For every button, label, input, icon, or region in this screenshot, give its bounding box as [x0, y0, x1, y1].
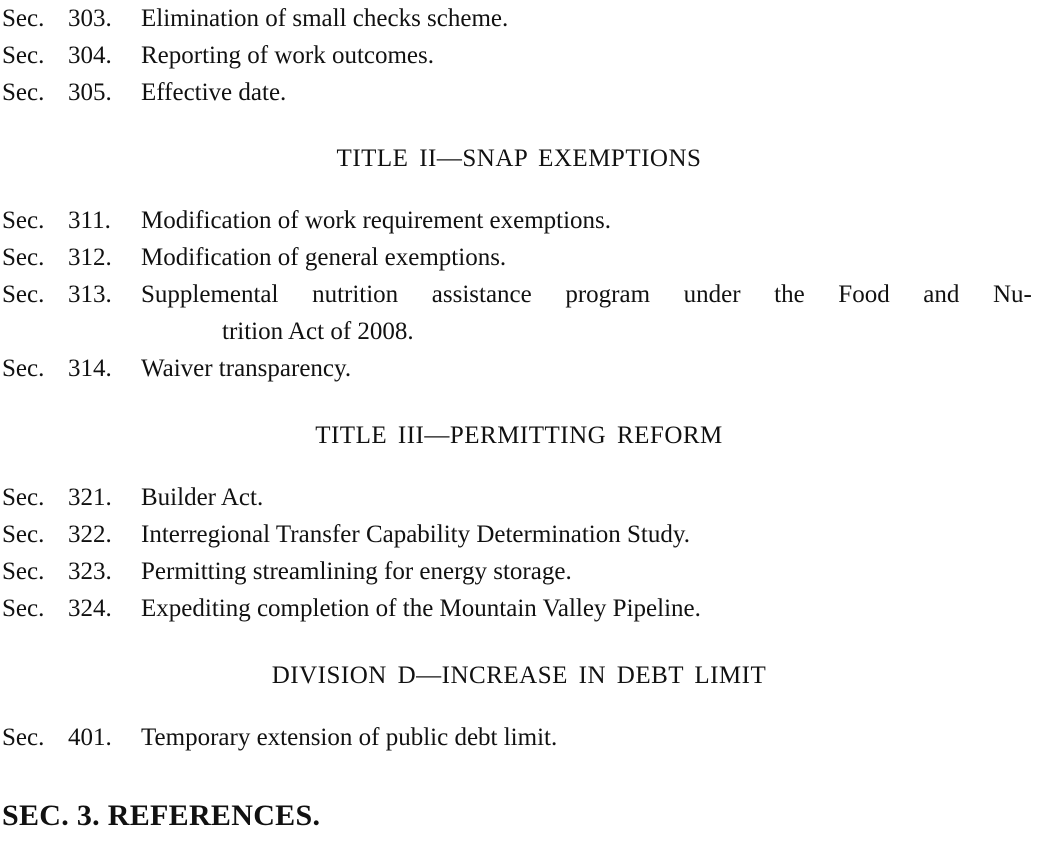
title-word: and — [923, 281, 960, 308]
sec-title: Modification of work requirement exemptions. — [141, 207, 612, 234]
sec-title: Modification of general exemptions. — [141, 244, 507, 271]
sec-title: Expediting completion of the Mountain Valley Pipeline. — [141, 595, 701, 622]
sec-title: Temporary extension of public debt limit. — [141, 724, 558, 751]
sec-title: Effective date. — [141, 79, 287, 106]
sec-label: Sec. — [2, 355, 45, 382]
sec-number: 321. — [68, 484, 112, 511]
sec-label: Sec. — [2, 207, 45, 234]
sec-number: 322. — [68, 521, 112, 548]
title-word: Nu- — [993, 281, 1032, 308]
sec-label: Sec. — [2, 5, 45, 32]
sec-number: 304. — [68, 42, 112, 69]
title-word: under — [683, 281, 741, 308]
sec-title: Elimination of small checks scheme. — [141, 5, 509, 32]
sec-number: 305. — [68, 79, 112, 106]
sec-label: Sec. — [2, 42, 45, 69]
sec-number: 303. — [68, 5, 112, 32]
sec-title-justified — [141, 276, 1032, 313]
sec-label: Sec. — [2, 484, 45, 511]
sec-title: Waiver transparency. — [141, 355, 352, 382]
title-heading-permitting-reform: TITLE III—PERMITTING REFORM — [315, 422, 723, 449]
sec-title: Builder Act. — [141, 484, 264, 511]
sec-number: 314. — [68, 355, 112, 382]
sec-label: Sec. — [2, 521, 45, 548]
sec-title: Interregional Transfer Capability Determination Study. — [141, 521, 690, 548]
sec-number: 311. — [68, 207, 111, 234]
sec-number: 312. — [68, 244, 112, 271]
sec-number: 323. — [68, 558, 112, 585]
sec-label: Sec. — [2, 724, 45, 751]
section-heading-references: SEC. 3. REFERENCES. — [2, 799, 321, 832]
sec-label: Sec. — [2, 79, 45, 106]
division-heading-debt-limit: DIVISION D—INCREASE IN DEBT LIMIT — [271, 662, 767, 689]
sec-number: 401. — [68, 724, 112, 751]
sec-label: Sec. — [2, 244, 45, 271]
title-word: program — [565, 281, 651, 308]
sec-label: Sec. — [2, 595, 45, 622]
title-word: the — [774, 281, 805, 308]
sec-label: Sec. — [2, 558, 45, 585]
sec-number: 313. — [68, 281, 112, 308]
sec-title: Reporting of work outcomes. — [141, 42, 435, 69]
title-word: assistance — [431, 281, 532, 308]
title-word: nutrition — [312, 281, 399, 308]
sec-title: Permitting streamlining for energy storage. — [141, 558, 572, 585]
sec-title-continuation: trition Act of 2008. — [222, 318, 414, 345]
sec-number: 324. — [68, 595, 112, 622]
title-word: Supplemental — [141, 281, 279, 308]
title-word: Food — [838, 281, 890, 308]
title-heading-snap-exemptions: TITLE II—SNAP EXEMPTIONS — [336, 145, 702, 172]
sec-label: Sec. — [2, 281, 45, 308]
